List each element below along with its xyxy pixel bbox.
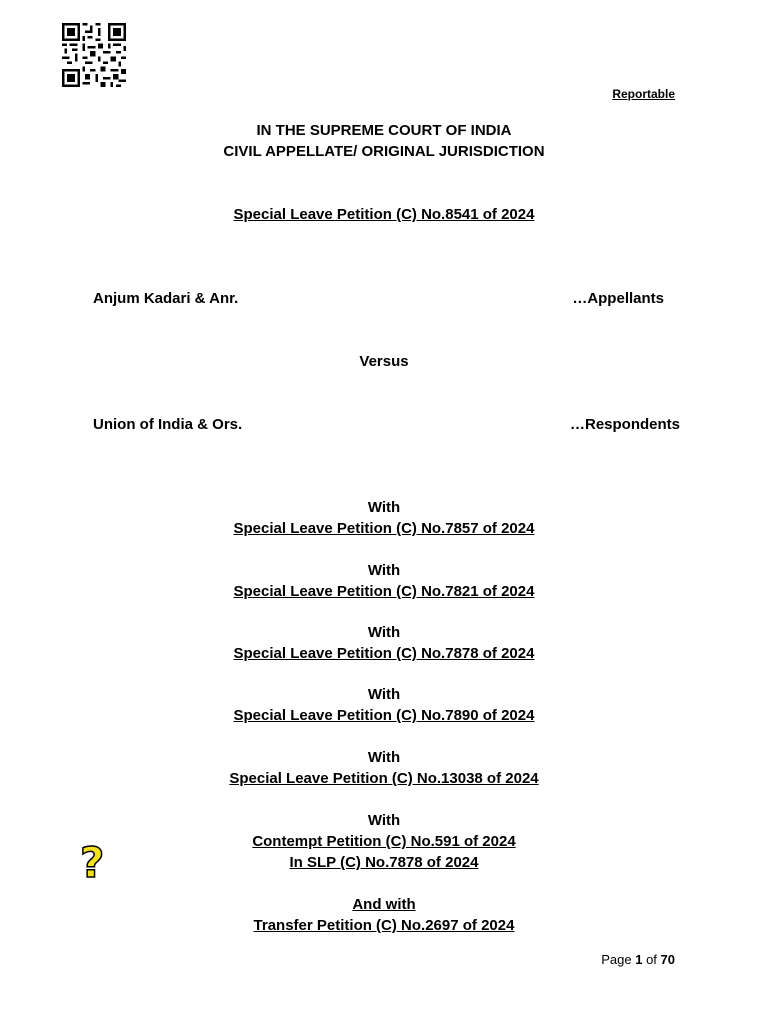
connected-case-text: Special Leave Petition (C) No.13038 of 2024 (229, 770, 539, 787)
connected-case-text: Special Leave Petition (C) No.7890 of 2024 (233, 707, 535, 724)
respondent-name: Union of India & Ors. (93, 416, 243, 433)
jurisdiction-title: CIVIL APPELLATE/ ORIGINAL JURISDICTION (223, 143, 545, 160)
connector-label (0, 896, 768, 913)
versus-label: Versus (359, 353, 409, 370)
qr-code-icon (62, 23, 126, 87)
connected-case-text: Transfer Petition (C) No.2697 of 2024 (253, 917, 515, 934)
page-of: of (646, 952, 657, 967)
connected-case-text: Special Leave Petition (C) No.7878 of 2024 (233, 645, 535, 662)
connector-label: With (367, 562, 401, 579)
connected-case (0, 583, 768, 600)
connector-label: With (367, 624, 401, 641)
connected-case (0, 770, 768, 787)
connected-case-sub (0, 854, 768, 871)
page-indicator (601, 952, 675, 967)
court-title: IN THE SUPREME COURT OF INDIA (256, 122, 512, 139)
connector-label: With (367, 499, 401, 516)
connected-case (0, 520, 768, 537)
page-prefix: Page (601, 952, 632, 967)
appellant-role: …Appellants (572, 290, 664, 307)
connector-label: With (367, 749, 401, 766)
page-current: 1 (635, 952, 643, 967)
question-mark-icon[interactable]: ? (80, 838, 105, 887)
connector-label: With (367, 686, 401, 703)
appellant-name: Anjum Kadari & Anr. (93, 290, 239, 307)
page-total: 70 (660, 952, 675, 967)
main-case-number (0, 206, 768, 223)
connected-case-text: Special Leave Petition (C) No.7857 of 2024 (233, 520, 535, 537)
connected-case-sub-text: In SLP (C) No.7878 of 2024 (289, 854, 479, 871)
connected-case (0, 707, 768, 724)
respondent-role: …Respondents (569, 416, 680, 433)
connected-case (0, 833, 768, 850)
connector-label-text: And with (352, 896, 416, 913)
main-case-text: Special Leave Petition (C) No.8541 of 2024 (233, 206, 535, 223)
connected-case-text: Special Leave Petition (C) No.7821 of 2024 (233, 583, 535, 600)
reportable-label: Reportable (612, 87, 675, 101)
connected-case (0, 917, 768, 934)
connected-case (0, 645, 768, 662)
connected-case-text: Contempt Petition (C) No.591 of 2024 (252, 833, 516, 850)
connector-label: With (367, 812, 401, 829)
